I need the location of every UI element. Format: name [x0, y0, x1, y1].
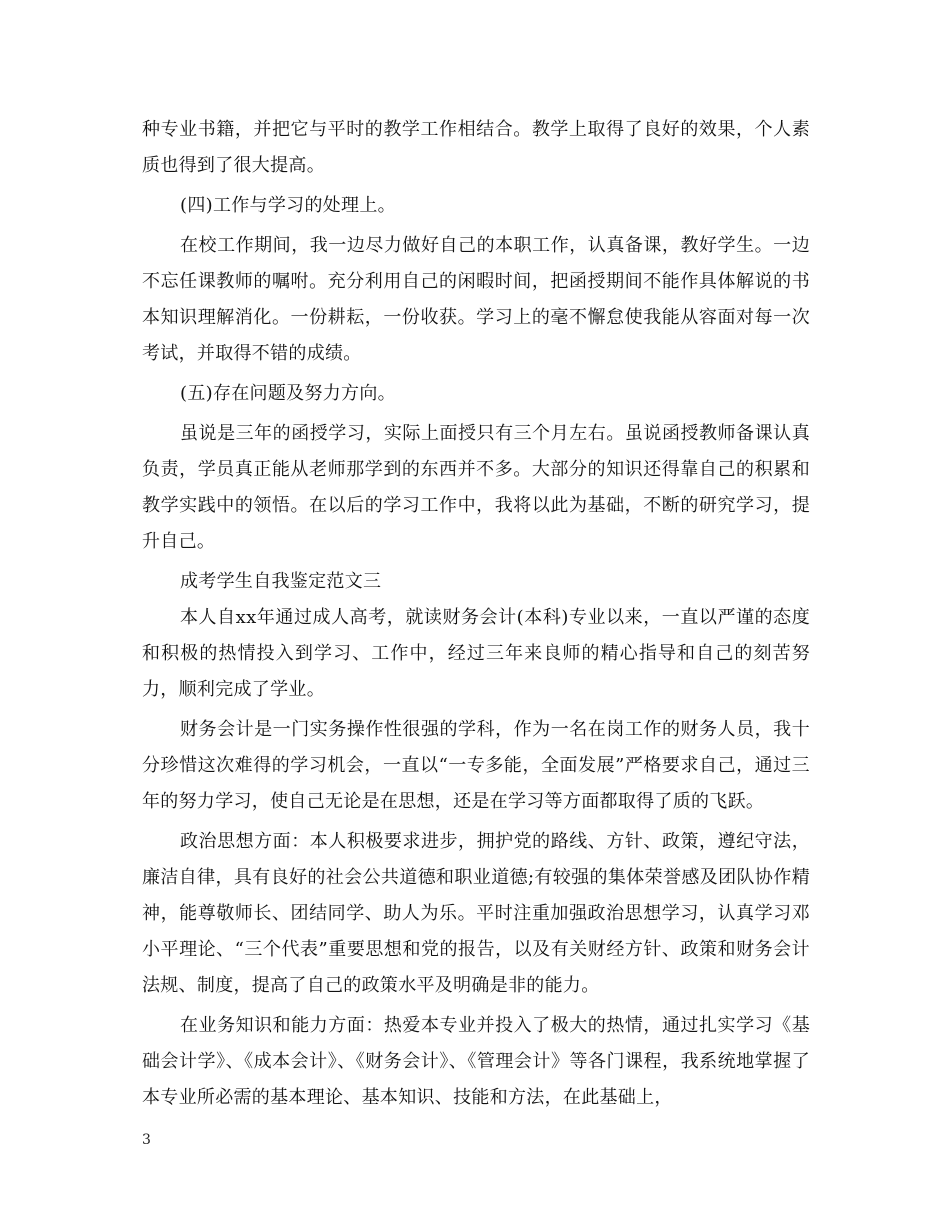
section-heading-five: (五)存在问题及努力方向。 [180, 383, 396, 404]
paragraph-work-study: 在校工作期间，我一边尽力做好自己的本职工作，认真备课，教好学生。一边不忘任课教师的嘱咐。充分利用自己的闲暇时间，把函授期间不能作具体解说的书本知识理解消化。一份耕耘，一份收获。学习上的毫不懈怠使我能从容面对每一次考试，并取得不错的成绩。 [142, 235, 810, 364]
paragraph-financial-accounting: 财务会计是一门实务操作性很强的学科，作为一名在岗工作的财务人员，我十分珍惜这次难得的学习机会，一直以“一专多能，全面发展”严格要求自己，通过三年的努力学习，使自己无论是在思想，还是在学习等方面都取得了质的飞跃。 [142, 719, 810, 812]
essay-title-three: 成考学生自我鉴定范文三 [180, 571, 382, 592]
section-heading-four: (四)工作与学习的处理上。 [180, 195, 396, 216]
paragraph-political-thought: 政治思想方面：本人积极要求进步，拥护党的路线、方针、政策，遵纪守法，廉洁自律，具有良好的社会公共道德和职业道德;有较强的集体荣誉感及团队协作精神，能尊敬师长、团结同学、助人为乐。平时注重加强政治思想学习，认真学习邓小平理论、“三个代表”重要思想和党的报告，以及有关财经方针、政策和财务会计法规、制度，提高了自己的政策水平及明确是非的能力。 [142, 831, 810, 996]
document-body [142, 112, 810, 1116]
page-number: 3 [142, 1132, 151, 1148]
paragraph-problems-direction: 虽说是三年的函授学习，实际上面授只有三个月左右。虽说函授教师备课认真负责，学员真正能从老师那学到的东西并不多。大部分的知识还得靠自己的积累和教学实践中的领悟。在以后的学习工作中，我将以此为基础，不断的研究学习，提升自己。 [142, 423, 810, 552]
paragraph-professional-knowledge: 在业务知识和能力方面：热爱本专业并投入了极大的热情，通过扎实学习《基础会计学》、《成本会计》、《财务会计》、《管理会计》等各门课程，我系统地掌握了本专业所必需的基本理论、基本知识、技能和方法，在此基础上， [142, 1015, 810, 1108]
paragraph-continued: 种专业书籍，并把它与平时的教学工作相结合。教学上取得了良好的效果，个人素质也得到了很大提高。 [142, 119, 810, 176]
paragraph-introduction: 本人自xx年通过成人高考，就读财务会计(本科)专业以来，一直以严谨的态度和积极的热情投入到学习、工作中，经过三年来良师的精心指导和自己的刻苦努力，顺利完成了学业。 [142, 607, 810, 700]
